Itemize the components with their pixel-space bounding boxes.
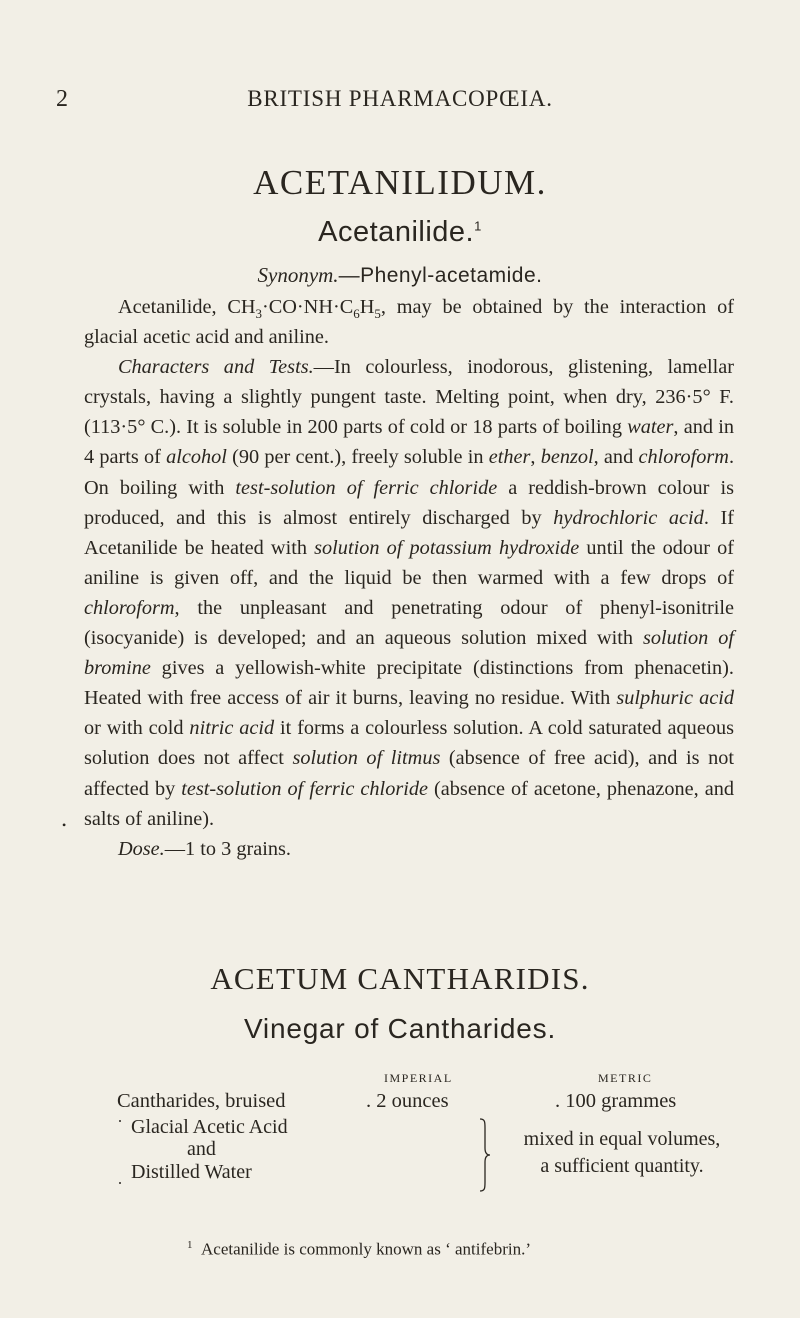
footnote-marker: 1 [187, 1239, 193, 1251]
synonym-value: —Phenyl-acetamide. [338, 264, 543, 287]
page-number: 2 [56, 86, 68, 112]
ingredient-2-line-1: Glacial Acetic Acid [131, 1116, 288, 1138]
synonym-label: Synonym. [257, 263, 339, 287]
subtitle-text: Acetanilide. [318, 216, 475, 248]
characters-tests-paragraph: Characters and Tests.—In colourless, inodorous, glistening, lamellar crystals, having a slightly pungent taste. Melting point, when dry, 236·5° F. (113·5° C.). It is soluble in 200 parts of cold or 18 parts of boiling water, and in 4 parts of alcohol (90 per cent.), freely soluble in ether, benzol, and chloroform. On boiling with test-solution of ferric chloride a reddish-brown colour is produced, and this is almost entirely discharged by hydrochloric acid. If Acetanilide be heated with solution of potassium hydroxide until the odour of aniline is given off, and the liquid be then warmed with a few drops of chloroform, the unpleasant and penetrating odour of phenyl-isonitrile (isocyanide) is developed; and an aqueous solution mixed with solution of bromine gives a yellowish-white precipitate (distinctions from phenacetin). Heated with free access of air it burns, leaving no residue. With sulphuric acid or with cold nitric acid it forms a colourless solution. A cold saturated aqueous solution does not affect solution of litmus (absence of free acid), and is not affected by test-solution of ferric chloride (absence of acetone, phenazone, and salts of aniline). [84, 356, 735, 830]
footnote [187, 1234, 531, 1261]
left-margin-mark [116, 1116, 124, 1188]
monograph-subtitle [0, 215, 800, 249]
curly-brace-icon [479, 1118, 491, 1192]
dose-paragraph: Dose.—1 to 3 grains. [118, 837, 291, 860]
ingredient-1-metric: . 100 grammes [555, 1090, 677, 1112]
page-header [0, 86, 800, 116]
synonym-line [0, 262, 800, 289]
ingredient-2-line-2: and [187, 1138, 216, 1160]
mixed-note-line-2: a sufficient quantity. [540, 1155, 704, 1177]
footnote-text: Acetanilide is commonly known as ‘ antifebrin.’ [201, 1239, 531, 1259]
column-header-metric: METRIC [598, 1071, 653, 1085]
monograph-title: ACETANILIDUM. [253, 163, 547, 202]
running-title: BRITISH PHARMACOPŒIA. [247, 86, 553, 111]
footnote-reference: 1 [474, 218, 482, 234]
monograph-body [84, 292, 734, 864]
ingredient-1-imperial: . 2 ounces [366, 1090, 449, 1112]
margin-mark: • [62, 818, 67, 832]
monograph2-subtitle: Vinegar of Cantharides. [243, 1013, 557, 1044]
column-header-imperial: IMPERIAL [384, 1071, 453, 1085]
ingredient-2-line-3: Distilled Water [131, 1161, 252, 1183]
intro-paragraph: Acetanilide, $CH_3\cdot CO\cdot NH\cdot C_6H_5$, may be obtained by the interaction of glacial acetic acid and aniline. [84, 296, 734, 349]
monograph2-title: ACETUM CANTHARIDIS. [210, 961, 590, 996]
ingredient-1-name: Cantharides, bruised [117, 1090, 286, 1112]
mixed-note-line-1: mixed in equal volumes, [523, 1128, 721, 1150]
